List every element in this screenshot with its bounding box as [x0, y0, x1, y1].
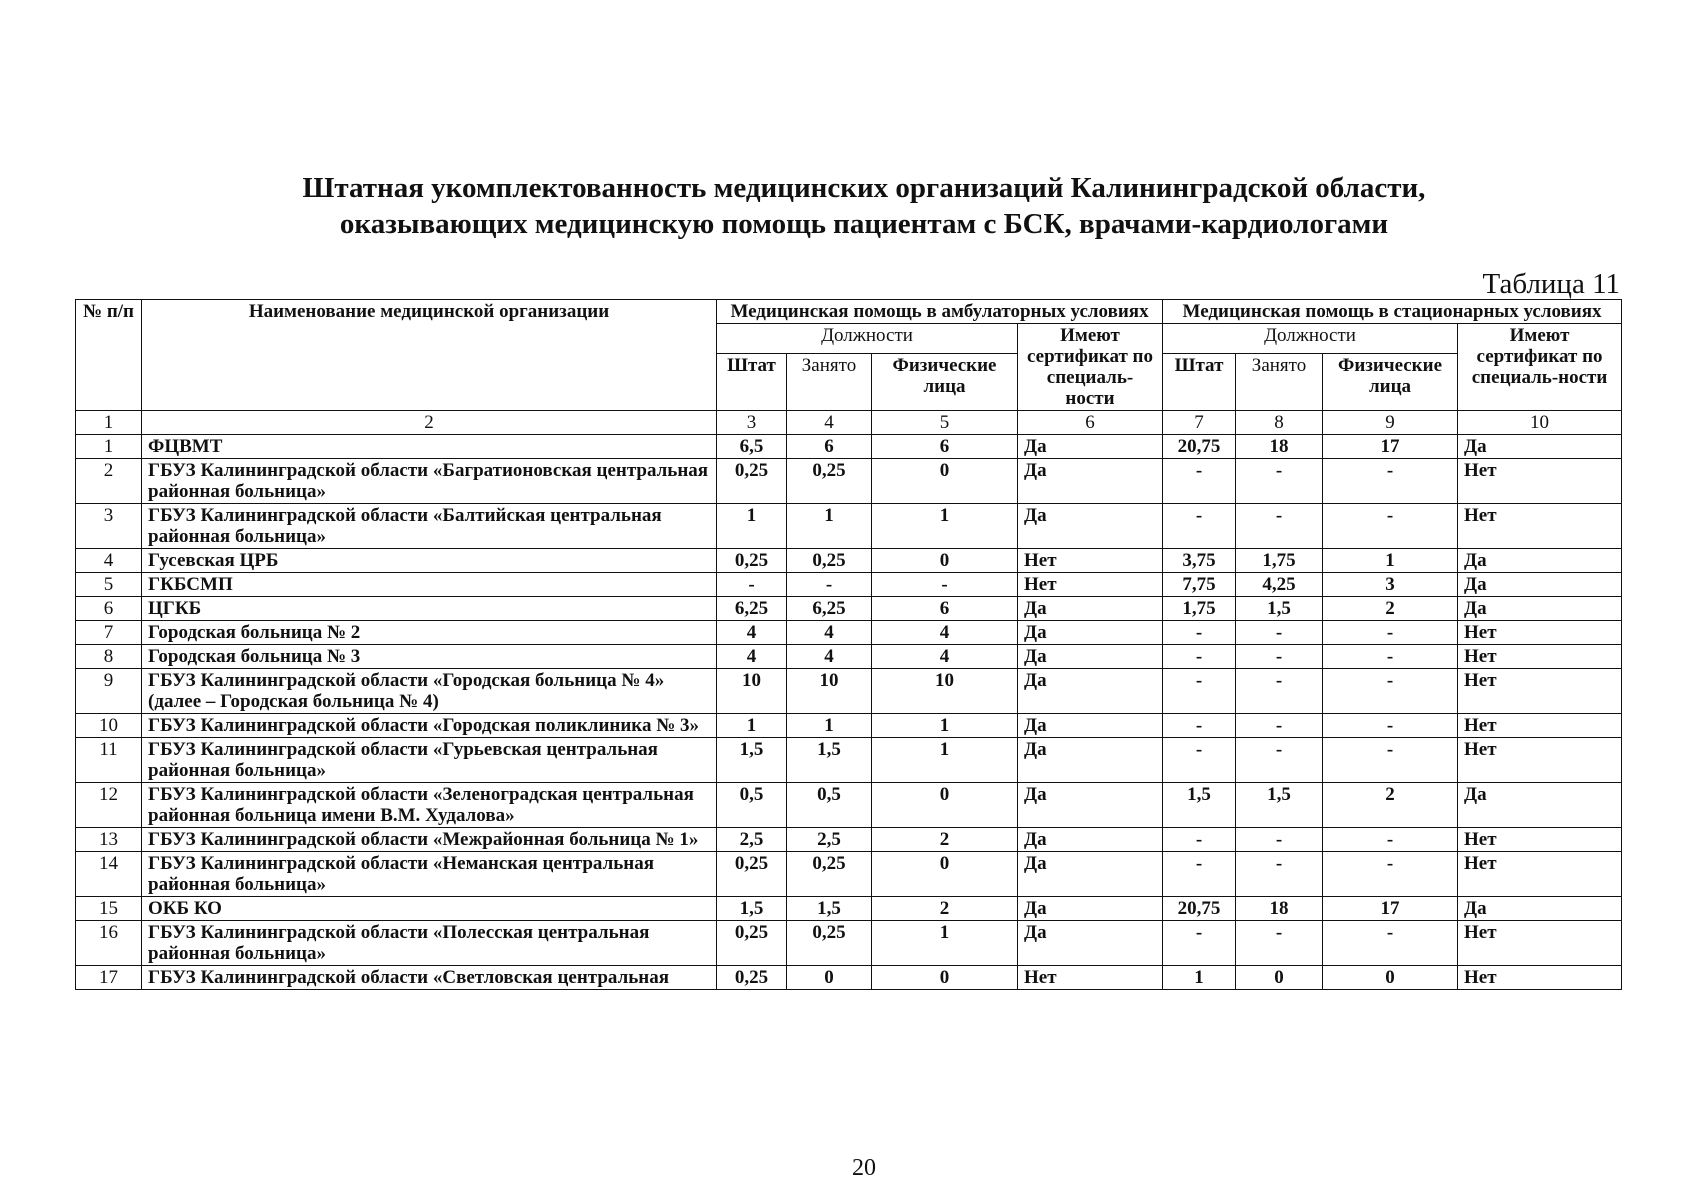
row-number: 6	[76, 597, 142, 621]
stationary-shtat: -	[1163, 504, 1236, 549]
ambulatory-shtat: 2,5	[717, 828, 787, 852]
ambulatory-certificate: Да	[1018, 714, 1163, 738]
ambulatory-shtat: 0,5	[717, 783, 787, 828]
ambulatory-certificate: Да	[1018, 669, 1163, 714]
ambulatory-zanyato: 4	[787, 621, 872, 645]
stationary-shtat: 7,75	[1163, 573, 1236, 597]
table-row	[76, 921, 1622, 966]
table-row	[76, 621, 1622, 645]
ambulatory-shtat: 0,25	[717, 459, 787, 504]
ambulatory-phys: 6	[872, 597, 1018, 621]
table-row	[76, 738, 1622, 783]
stationary-phys: 2	[1323, 597, 1458, 621]
col-number: 4	[787, 411, 872, 435]
stationary-shtat: -	[1163, 645, 1236, 669]
row-number: 15	[76, 897, 142, 921]
header-ambulatory-shtat: Штат	[717, 354, 787, 411]
stationary-shtat: -	[1163, 459, 1236, 504]
ambulatory-phys: 4	[872, 645, 1018, 669]
ambulatory-certificate: Да	[1018, 852, 1163, 897]
stationary-shtat: -	[1163, 921, 1236, 966]
ambulatory-phys: -	[872, 573, 1018, 597]
header-num: № п/п	[76, 300, 142, 411]
ambulatory-zanyato: 0,25	[787, 549, 872, 573]
header-ambulatory-zanyato: Занято	[787, 354, 872, 411]
org-name: ГБУЗ Калининградской области «Гурьевская центральная районная больница»	[142, 738, 717, 783]
stationary-phys: 17	[1323, 435, 1458, 459]
ambulatory-zanyato: 1	[787, 504, 872, 549]
table-label: Таблица 11	[1482, 268, 1620, 300]
ambulatory-phys: 1	[872, 738, 1018, 783]
stationary-phys: -	[1323, 459, 1458, 504]
ambulatory-zanyato: 10	[787, 669, 872, 714]
col-number: 5	[872, 411, 1018, 435]
stationary-phys: -	[1323, 738, 1458, 783]
ambulatory-certificate: Да	[1018, 459, 1163, 504]
ambulatory-certificate: Да	[1018, 621, 1163, 645]
row-number: 12	[76, 783, 142, 828]
row-number: 4	[76, 549, 142, 573]
header-ambulatory: Медицинская помощь в амбулаторных условиях	[717, 300, 1163, 324]
stationary-zanyato: -	[1236, 645, 1323, 669]
header-stationary-positions: Должности	[1163, 324, 1458, 354]
table-row	[76, 966, 1622, 990]
table-row	[76, 573, 1622, 597]
table-row	[76, 597, 1622, 621]
ambulatory-shtat: 0,25	[717, 549, 787, 573]
stationary-phys: -	[1323, 828, 1458, 852]
column-number-row	[76, 411, 1622, 435]
ambulatory-shtat: 1	[717, 714, 787, 738]
stationary-zanyato: 1,5	[1236, 783, 1323, 828]
stationary-zanyato: -	[1236, 828, 1323, 852]
table-row	[76, 435, 1622, 459]
stationary-zanyato: -	[1236, 714, 1323, 738]
row-number: 2	[76, 459, 142, 504]
stationary-zanyato: -	[1236, 852, 1323, 897]
col-number: 8	[1236, 411, 1323, 435]
header-ambulatory-phys: Физические лица	[872, 354, 1018, 411]
ambulatory-phys: 1	[872, 504, 1018, 549]
col-number: 10	[1458, 411, 1622, 435]
org-name: ГБУЗ Калининградской области «Неманская центральная районная больница»	[142, 852, 717, 897]
ambulatory-zanyato: -	[787, 573, 872, 597]
ambulatory-zanyato: 0,25	[787, 921, 872, 966]
ambulatory-shtat: 1,5	[717, 897, 787, 921]
stationary-certificate: Нет	[1458, 669, 1622, 714]
ambulatory-phys: 1	[872, 921, 1018, 966]
stationary-certificate: Нет	[1458, 621, 1622, 645]
table-body	[76, 435, 1622, 990]
header-ambulatory-certificate: Имеют сертификат по специаль-ности	[1018, 324, 1163, 411]
row-number: 3	[76, 504, 142, 549]
stationary-phys: -	[1323, 714, 1458, 738]
stationary-phys: 0	[1323, 966, 1458, 990]
ambulatory-certificate: Да	[1018, 828, 1163, 852]
stationary-certificate: Да	[1458, 897, 1622, 921]
table-row	[76, 459, 1622, 504]
header-stationary-phys: Физические лица	[1323, 354, 1458, 411]
table-row	[76, 828, 1622, 852]
ambulatory-zanyato: 4	[787, 645, 872, 669]
ambulatory-zanyato: 0,5	[787, 783, 872, 828]
ambulatory-phys: 0	[872, 459, 1018, 504]
ambulatory-zanyato: 0	[787, 966, 872, 990]
stationary-certificate: Нет	[1458, 504, 1622, 549]
stationary-certificate: Да	[1458, 783, 1622, 828]
row-number: 1	[76, 435, 142, 459]
stationary-phys: -	[1323, 669, 1458, 714]
ambulatory-phys: 0	[872, 783, 1018, 828]
header-stationary: Медицинская помощь в стационарных условиях	[1163, 300, 1622, 324]
col-number: 3	[717, 411, 787, 435]
org-name: ОКБ КО	[142, 897, 717, 921]
stationary-phys: 1	[1323, 549, 1458, 573]
header-stationary-zanyato: Занято	[1236, 354, 1323, 411]
stationary-certificate: Нет	[1458, 966, 1622, 990]
org-name: Городская больница № 2	[142, 621, 717, 645]
ambulatory-certificate: Да	[1018, 783, 1163, 828]
col-number: 6	[1018, 411, 1163, 435]
stationary-zanyato: 4,25	[1236, 573, 1323, 597]
ambulatory-phys: 1	[872, 714, 1018, 738]
ambulatory-shtat: 0,25	[717, 921, 787, 966]
header-ambulatory-positions: Должности	[717, 324, 1018, 354]
org-name: ГБУЗ Калининградской области «Балтийская центральная районная больница»	[142, 504, 717, 549]
row-number: 8	[76, 645, 142, 669]
ambulatory-phys: 0	[872, 549, 1018, 573]
stationary-shtat: 3,75	[1163, 549, 1236, 573]
stationary-shtat: -	[1163, 852, 1236, 897]
org-name: ГБУЗ Калининградской области «Городская больница № 4» (далее – Городская больница № 4)	[142, 669, 717, 714]
org-name: ГБУЗ Калининградской области «Межрайонная больница № 1»	[142, 828, 717, 852]
stationary-shtat: -	[1163, 828, 1236, 852]
ambulatory-zanyato: 2,5	[787, 828, 872, 852]
ambulatory-zanyato: 0,25	[787, 852, 872, 897]
row-number: 14	[76, 852, 142, 897]
stationary-certificate: Нет	[1458, 645, 1622, 669]
stationary-zanyato: -	[1236, 621, 1323, 645]
staffing-table	[75, 299, 1622, 990]
table-row	[76, 504, 1622, 549]
stationary-shtat: 20,75	[1163, 897, 1236, 921]
ambulatory-phys: 0	[872, 852, 1018, 897]
org-name: ЦГКБ	[142, 597, 717, 621]
org-name: ГБУЗ Калининградской области «Городская поликлиника № 3»	[142, 714, 717, 738]
stationary-zanyato: -	[1236, 504, 1323, 549]
ambulatory-phys: 4	[872, 621, 1018, 645]
stationary-phys: 3	[1323, 573, 1458, 597]
stationary-shtat: -	[1163, 738, 1236, 783]
ambulatory-shtat: 0,25	[717, 966, 787, 990]
stationary-shtat: -	[1163, 621, 1236, 645]
stationary-zanyato: -	[1236, 738, 1323, 783]
org-name: Городская больница № 3	[142, 645, 717, 669]
ambulatory-certificate: Нет	[1018, 966, 1163, 990]
title-line-2: оказывающих медицинскую помощь пациентам с БСК, врачами-кардиологами	[339, 208, 1389, 240]
org-name: ГБУЗ Калининградской области «Полесская центральная районная больница»	[142, 921, 717, 966]
table-row	[76, 714, 1622, 738]
ambulatory-zanyato: 6,25	[787, 597, 872, 621]
ambulatory-shtat: 4	[717, 621, 787, 645]
stationary-phys: -	[1323, 504, 1458, 549]
stationary-phys: 17	[1323, 897, 1458, 921]
stationary-zanyato: 18	[1236, 435, 1323, 459]
stationary-zanyato: 18	[1236, 897, 1323, 921]
ambulatory-shtat: 0,25	[717, 852, 787, 897]
stationary-zanyato: 1,75	[1236, 549, 1323, 573]
table-row	[76, 897, 1622, 921]
ambulatory-certificate: Да	[1018, 738, 1163, 783]
table-row	[76, 669, 1622, 714]
stationary-certificate: Да	[1458, 573, 1622, 597]
ambulatory-zanyato: 0,25	[787, 459, 872, 504]
header-stationary-certificate: Имеют сертификат по специаль-ности	[1458, 324, 1622, 411]
ambulatory-zanyato: 1,5	[787, 738, 872, 783]
table-row	[76, 549, 1622, 573]
stationary-shtat: 1	[1163, 966, 1236, 990]
col-number: 9	[1323, 411, 1458, 435]
ambulatory-shtat: 4	[717, 645, 787, 669]
org-name: Гусевская ЦРБ	[142, 549, 717, 573]
row-number: 17	[76, 966, 142, 990]
org-name: ГКБСМП	[142, 573, 717, 597]
stationary-zanyato: -	[1236, 669, 1323, 714]
ambulatory-phys: 0	[872, 966, 1018, 990]
title-line-1: Штатная укомплектованность медицинских организаций Калининградской области,	[302, 172, 1426, 204]
row-number: 10	[76, 714, 142, 738]
col-number: 1	[76, 411, 142, 435]
stationary-certificate: Да	[1458, 435, 1622, 459]
stationary-shtat: 1,75	[1163, 597, 1236, 621]
col-number: 2	[142, 411, 717, 435]
stationary-certificate: Нет	[1458, 828, 1622, 852]
stationary-certificate: Нет	[1458, 714, 1622, 738]
header-stationary-shtat: Штат	[1163, 354, 1236, 411]
ambulatory-phys: 2	[872, 828, 1018, 852]
row-number: 16	[76, 921, 142, 966]
ambulatory-zanyato: 6	[787, 435, 872, 459]
ambulatory-certificate: Да	[1018, 597, 1163, 621]
ambulatory-phys: 2	[872, 897, 1018, 921]
ambulatory-certificate: Нет	[1018, 573, 1163, 597]
org-name: ГБУЗ Калининградской области «Багратионовская центральная районная больница»	[142, 459, 717, 504]
header-org-name: Наименование медицинской организации	[142, 300, 717, 411]
ambulatory-zanyato: 1,5	[787, 897, 872, 921]
ambulatory-shtat: 1,5	[717, 738, 787, 783]
ambulatory-certificate: Да	[1018, 435, 1163, 459]
stationary-shtat: -	[1163, 714, 1236, 738]
ambulatory-certificate: Нет	[1018, 549, 1163, 573]
stationary-zanyato: 1,5	[1236, 597, 1323, 621]
table-row	[76, 645, 1622, 669]
row-number: 9	[76, 669, 142, 714]
table-row	[76, 852, 1622, 897]
page-number: 20	[852, 1155, 876, 1181]
ambulatory-shtat: -	[717, 573, 787, 597]
ambulatory-certificate: Да	[1018, 897, 1163, 921]
stationary-phys: -	[1323, 621, 1458, 645]
ambulatory-certificate: Да	[1018, 921, 1163, 966]
row-number: 11	[76, 738, 142, 783]
ambulatory-shtat: 10	[717, 669, 787, 714]
row-number: 13	[76, 828, 142, 852]
stationary-certificate: Да	[1458, 549, 1622, 573]
ambulatory-certificate: Да	[1018, 645, 1163, 669]
stationary-zanyato: 0	[1236, 966, 1323, 990]
stationary-phys: -	[1323, 645, 1458, 669]
stationary-certificate: Нет	[1458, 852, 1622, 897]
ambulatory-shtat: 1	[717, 504, 787, 549]
ambulatory-certificate: Да	[1018, 504, 1163, 549]
stationary-certificate: Нет	[1458, 921, 1622, 966]
org-name: ГБУЗ Калининградской области «Зеленоградская центральная районная больница имени В.М. Худалова»	[142, 783, 717, 828]
stationary-shtat: 1,5	[1163, 783, 1236, 828]
ambulatory-zanyato: 1	[787, 714, 872, 738]
org-name: ФЦВМТ	[142, 435, 717, 459]
stationary-certificate: Нет	[1458, 459, 1622, 504]
ambulatory-phys: 6	[872, 435, 1018, 459]
stationary-phys: 2	[1323, 783, 1458, 828]
table-row	[76, 783, 1622, 828]
stationary-zanyato: -	[1236, 459, 1323, 504]
row-number: 5	[76, 573, 142, 597]
org-name: ГБУЗ Калининградской области «Светловская центральная	[142, 966, 717, 990]
ambulatory-phys: 10	[872, 669, 1018, 714]
stationary-shtat: -	[1163, 669, 1236, 714]
ambulatory-shtat: 6,25	[717, 597, 787, 621]
document-title	[0, 170, 1686, 242]
ambulatory-shtat: 6,5	[717, 435, 787, 459]
col-number: 7	[1163, 411, 1236, 435]
stationary-zanyato: -	[1236, 921, 1323, 966]
stationary-certificate: Да	[1458, 597, 1622, 621]
row-number: 7	[76, 621, 142, 645]
stationary-certificate: Нет	[1458, 738, 1622, 783]
stationary-phys: -	[1323, 921, 1458, 966]
stationary-shtat: 20,75	[1163, 435, 1236, 459]
stationary-phys: -	[1323, 852, 1458, 897]
